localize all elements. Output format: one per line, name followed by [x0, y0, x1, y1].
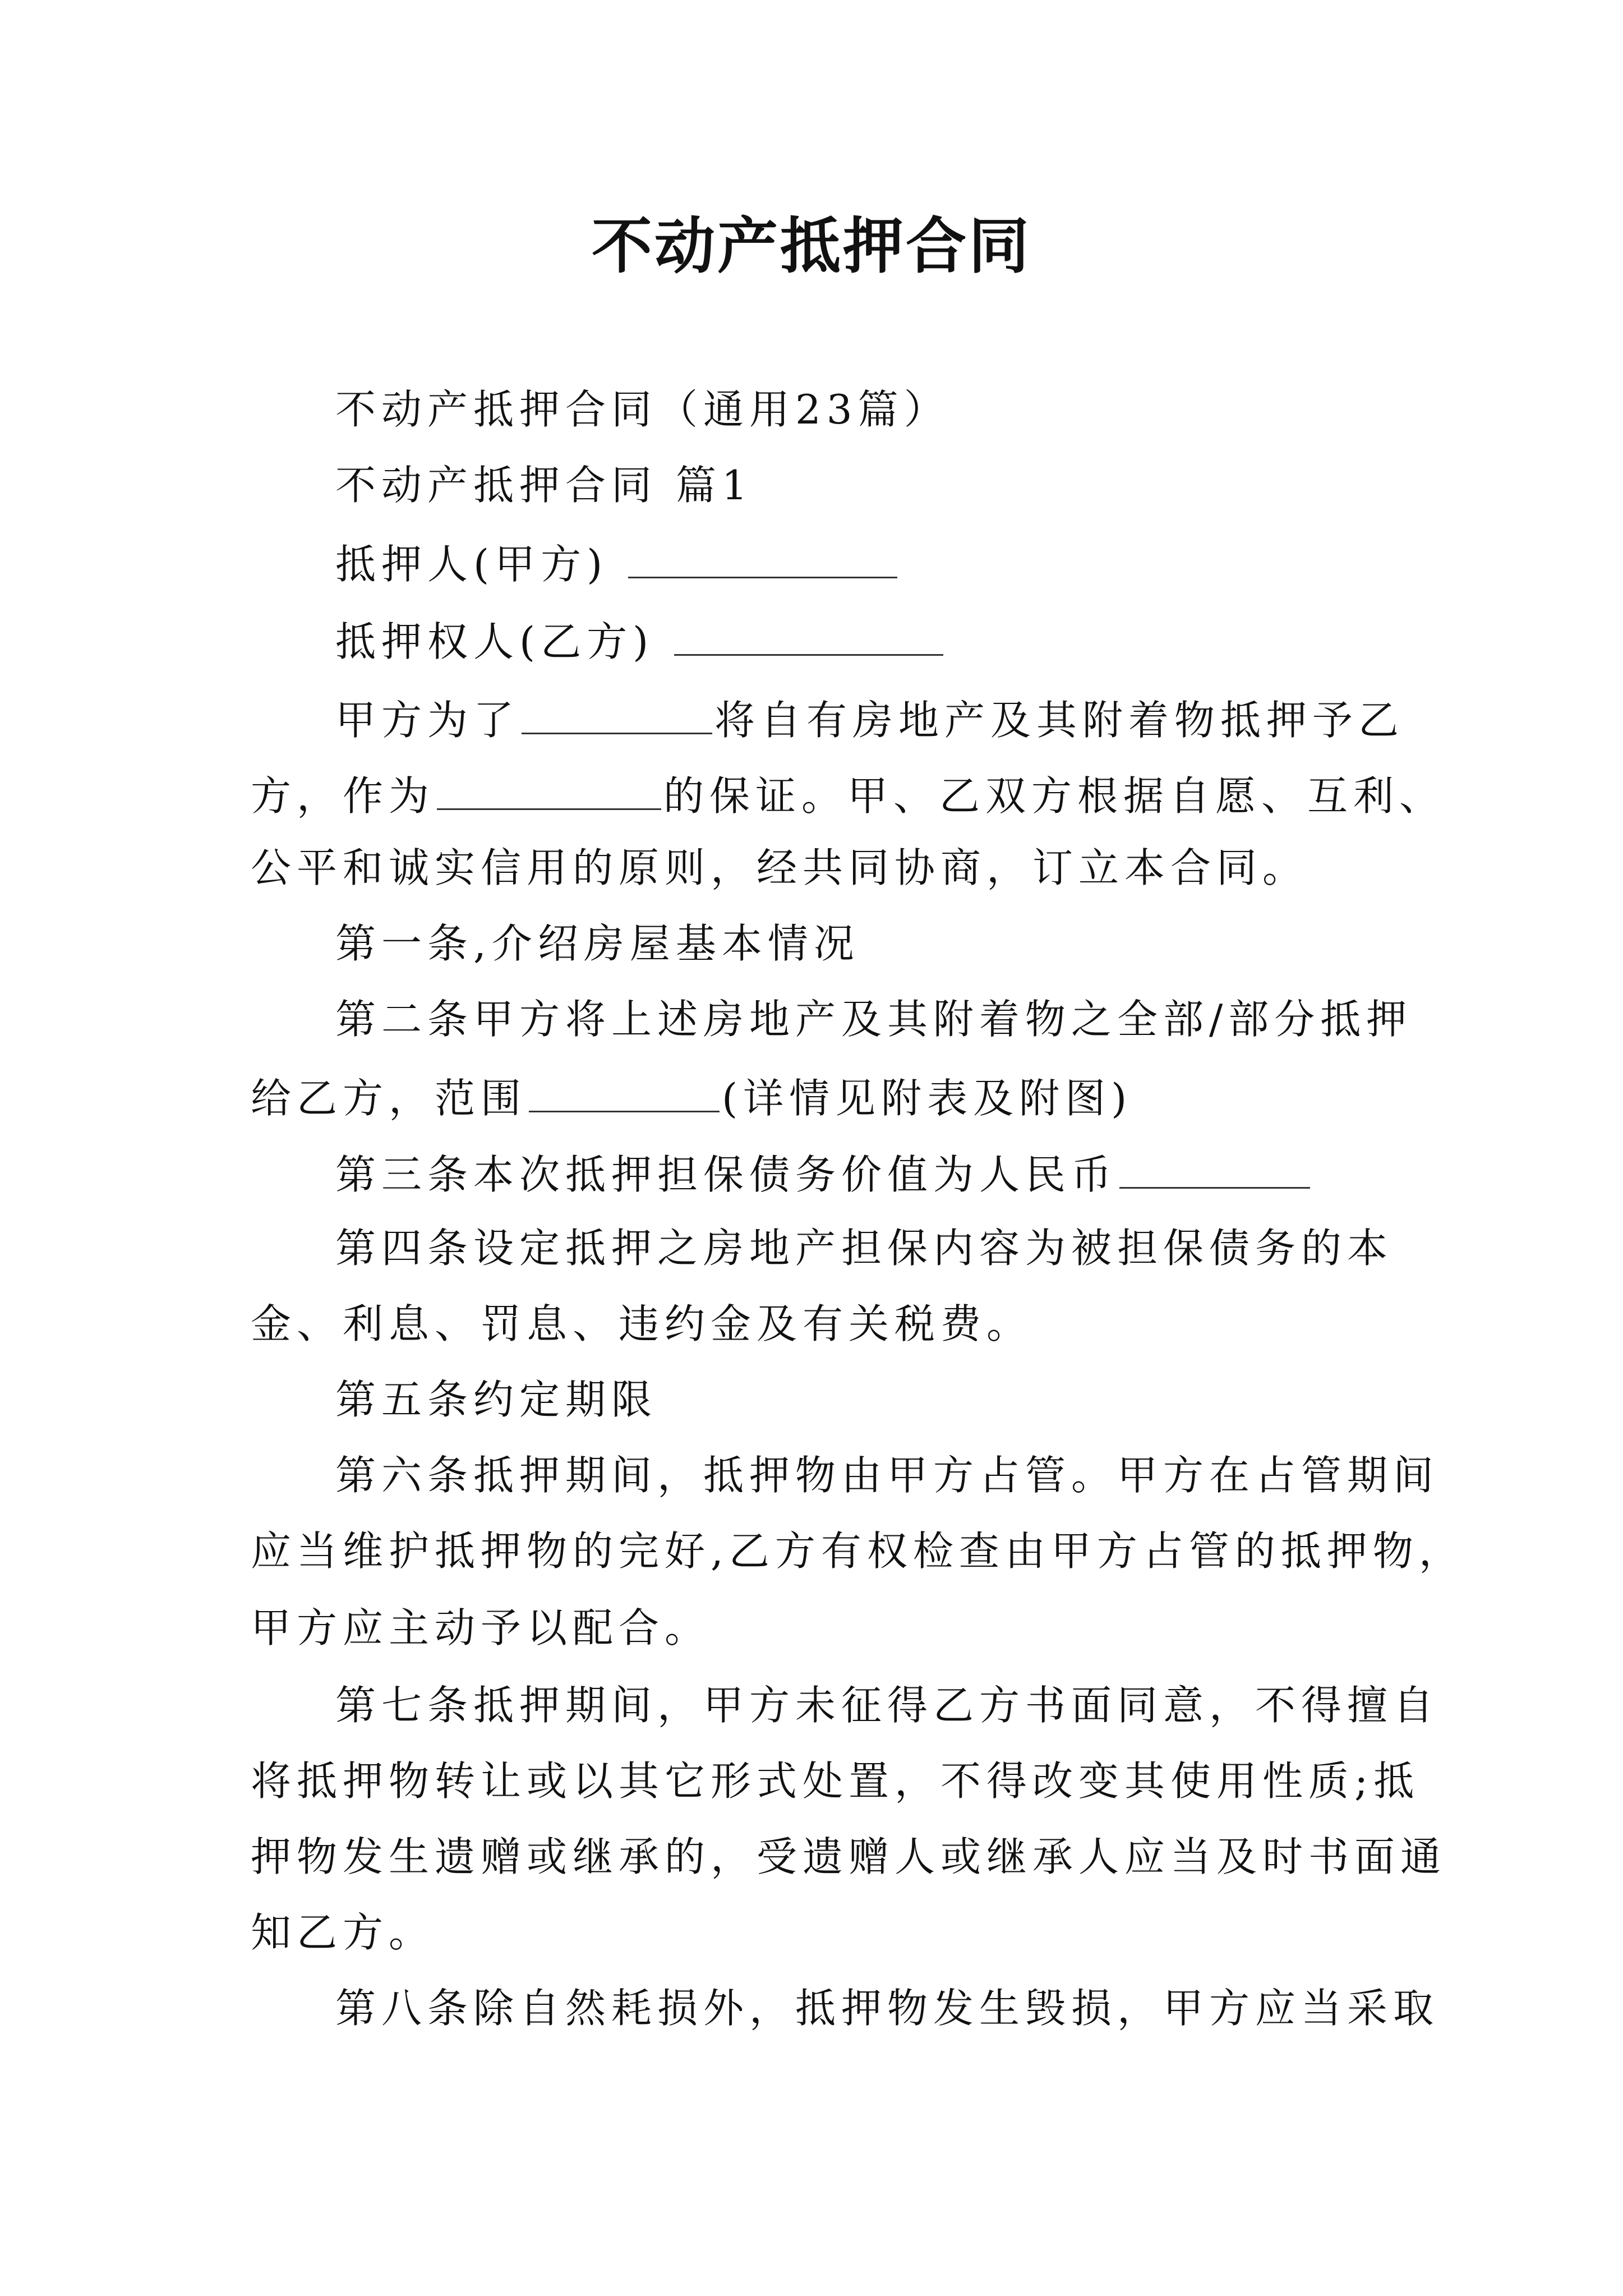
- line-text: 第六条抵押期间，抵押物由甲方占管。甲方在占管期间: [335, 1452, 1440, 1499]
- article-line: [335, 1151, 1384, 1198]
- mortgagor-line: [335, 541, 1384, 588]
- line-text: 第五条约定期限: [335, 1376, 658, 1423]
- article-line: [251, 1075, 1384, 1122]
- article-line: [335, 1376, 1384, 1423]
- line-text: 第一条,介绍房屋基本情况: [335, 920, 860, 967]
- article-line: [335, 920, 1384, 967]
- article-line: [335, 996, 1413, 1043]
- paragraph-line: [251, 844, 1384, 891]
- line-text: 不动产抵押合同 篇1: [335, 462, 753, 509]
- line-text: (详情见附表及附图): [722, 1075, 1133, 1122]
- line-text: 公平和诚实信用的原则，经共同协商，订立本合同。: [251, 844, 1309, 891]
- paragraph-line: [335, 697, 1405, 744]
- article-line: [251, 1757, 1420, 1805]
- paragraph-line: [251, 772, 1446, 820]
- line-text: 的保证。甲、乙双方根据自愿、互利、: [663, 772, 1446, 820]
- line-text: 押物发生遗赠或继承的，受遗赠人或继承人应当及时书面通: [251, 1833, 1447, 1880]
- line-text: 抵押权人(乙方): [335, 618, 654, 665]
- fill-blank: [437, 772, 661, 810]
- line-text: 将自有房地产及其附着物抵押予乙: [714, 697, 1405, 744]
- article-line: [335, 1452, 1440, 1499]
- line-text: 第四条设定抵押之房地产担保内容为被担保债务的本: [335, 1225, 1394, 1272]
- article-line: [251, 1300, 1384, 1347]
- line-text: 知乙方。: [251, 1909, 435, 1956]
- document-title: 不动产抵押合同: [591, 211, 1031, 282]
- article-line: [335, 1985, 1440, 2032]
- article-line: [251, 1604, 1384, 1651]
- line-text: 给乙方，范围: [251, 1075, 527, 1122]
- fill-blank: [529, 1075, 720, 1112]
- fill-blank: [674, 618, 943, 656]
- line-text: 抵押人(甲方): [335, 541, 608, 588]
- line-text: 第二条甲方将上述房地产及其附着物之全部/部分抵押: [335, 996, 1413, 1043]
- article-line: [251, 1527, 1465, 1575]
- section-heading: [335, 462, 1384, 509]
- fill-blank: [522, 697, 712, 734]
- line-text: 将抵押物转让或以其它形式处置，不得改变其使用性质;抵: [251, 1757, 1420, 1805]
- mortgagee-line: [335, 618, 1384, 665]
- article-line: [335, 1682, 1440, 1729]
- line-text: 金、利息、罚息、违约金及有关税费。: [251, 1300, 1033, 1347]
- line-text: 应当维护抵押物的完好,乙方有权检查由甲方占管的抵押物，: [251, 1527, 1465, 1575]
- line-text: 第八条除自然耗损外，抵押物发生毁损，甲方应当采取: [335, 1985, 1440, 2032]
- line-text: 不动产抵押合同（通用23篇）: [335, 386, 950, 433]
- line-text: 第七条抵押期间，甲方未征得乙方书面同意，不得擅自: [335, 1682, 1440, 1729]
- doc-subtitle: [335, 386, 1384, 433]
- article-line: [251, 1833, 1447, 1880]
- fill-blank: [1119, 1151, 1310, 1189]
- line-text: 方，作为: [251, 772, 435, 820]
- line-text: 甲方为了: [335, 697, 520, 744]
- line-text: 第三条本次抵押担保债务价值为人民币: [335, 1151, 1118, 1198]
- line-text: 甲方应主动予以配合。: [251, 1604, 711, 1651]
- fill-blank: [628, 541, 897, 578]
- article-line: [251, 1909, 1384, 1956]
- article-line: [335, 1225, 1394, 1272]
